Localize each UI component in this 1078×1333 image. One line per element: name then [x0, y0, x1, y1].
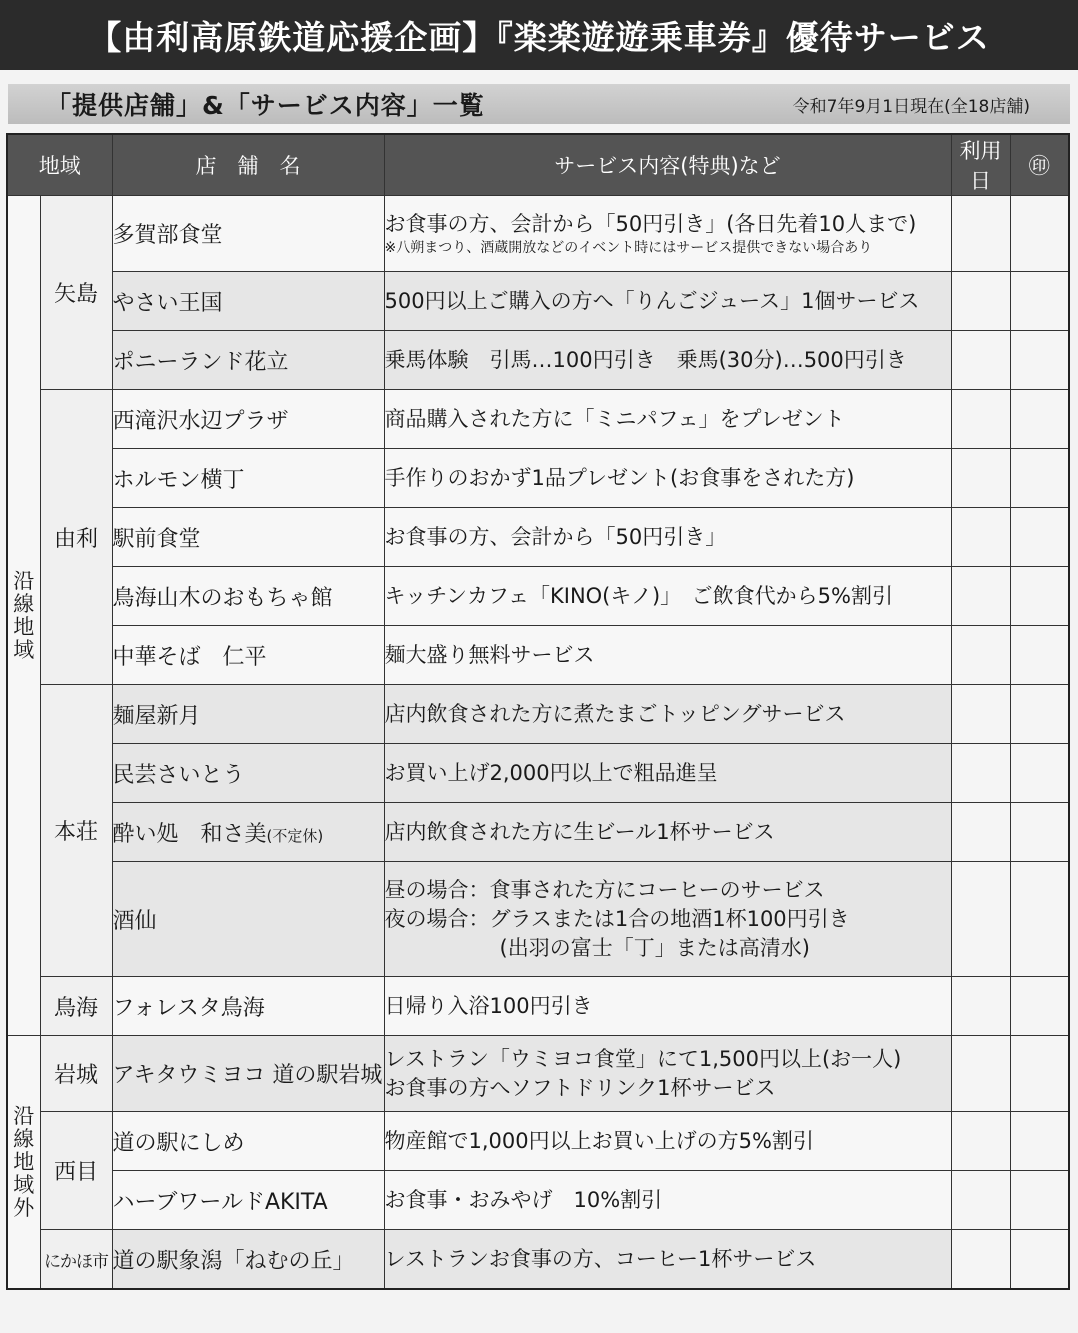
service-line-1: 昼の場合：食事された方にコーヒーのサービス [384, 877, 825, 902]
table-row [7, 196, 1069, 272]
page-title: 【由利高原鉄道応援企画】『楽楽遊遊乗車券』優待サービス [0, 0, 1078, 70]
table-row [7, 331, 1069, 390]
used-date-cell[interactable] [951, 977, 1010, 1036]
service-text: 店内飲食された方に生ビール1杯サービス [384, 803, 951, 862]
store-name-main: 酔い処 和さ美 [112, 821, 267, 847]
used-date-cell[interactable] [951, 508, 1010, 567]
table-row [7, 1112, 1069, 1171]
store-name [112, 803, 384, 862]
service-text: お食事・おみやげ 10%割引 [384, 1171, 951, 1230]
used-date-cell[interactable] [951, 626, 1010, 685]
store-name: 多賀部食堂 [112, 196, 384, 272]
area-yuri: 由利 [40, 390, 112, 685]
service-text: 手作りのおかず1品プレゼント(お食事をされた方) [384, 449, 951, 508]
list-title: 「提供店舗」&「サービス内容」一覧 [46, 91, 485, 120]
col-header-area: 地域 [7, 134, 112, 196]
store-name: ハーブワールドAKITA [112, 1171, 384, 1230]
service-text: 500円以上ご購入の方へ「りんごジュース」1個サービス [384, 272, 951, 331]
stamp-cell[interactable] [1010, 508, 1069, 567]
service-text [384, 196, 951, 272]
service-line-3: (出羽の富士「丁」または高清水) [499, 935, 810, 960]
store-note: (不定休) [266, 826, 324, 845]
service-text: キッチンカフェ「KINO(キノ)」 ご飲食代から5%割引 [384, 567, 951, 626]
used-date-cell[interactable] [951, 744, 1010, 803]
used-date-cell[interactable] [951, 685, 1010, 744]
stamp-cell[interactable] [1010, 977, 1069, 1036]
stamp-cell[interactable] [1010, 331, 1069, 390]
stamp-cell[interactable] [1010, 390, 1069, 449]
used-date-cell[interactable] [951, 1171, 1010, 1230]
store-name: 民芸さいとう [112, 744, 384, 803]
service-line-1: レストラン「ウミヨコ食堂」にて1,500円以上(お一人) [384, 1046, 902, 1071]
service-text: 乗馬体験 引馬…100円引き 乗馬(30分)…500円引き [384, 331, 951, 390]
table-row [7, 390, 1069, 449]
store-name: 鳥海山木のおもちゃ館 [112, 567, 384, 626]
table-row [7, 1036, 1069, 1112]
stamp-cell[interactable] [1010, 449, 1069, 508]
store-name: アキタウミヨコ 道の駅岩城 [112, 1036, 384, 1112]
table-row [7, 272, 1069, 331]
stamp-cell[interactable] [1010, 196, 1069, 272]
group-along-line: 沿線地域 [7, 196, 40, 1036]
used-date-cell[interactable] [951, 1036, 1010, 1112]
area-yashima: 矢島 [40, 196, 112, 390]
table-row [7, 626, 1069, 685]
store-name: ポニーランド花立 [112, 331, 384, 390]
service-text: 物産館で1,000円以上お買い上げの方5%割引 [384, 1112, 951, 1171]
table-row [7, 744, 1069, 803]
used-date-cell[interactable] [951, 331, 1010, 390]
used-date-cell[interactable] [951, 1230, 1010, 1290]
service-table [6, 133, 1070, 1290]
stamp-cell[interactable] [1010, 1036, 1069, 1112]
service-text: お買い上げ2,000円以上で粗品進呈 [384, 744, 951, 803]
used-date-cell[interactable] [951, 196, 1010, 272]
service-text: 日帰り入浴100円引き [384, 977, 951, 1036]
table-row [7, 977, 1069, 1036]
col-header-service: サービス内容(特典)など [384, 134, 951, 196]
service-text: 商品購入された方に「ミニパフェ」をプレゼント [384, 390, 951, 449]
store-name: 駅前食堂 [112, 508, 384, 567]
stamp-cell[interactable] [1010, 862, 1069, 977]
store-name: 中華そば 仁平 [112, 626, 384, 685]
stamp-cell[interactable] [1010, 803, 1069, 862]
store-name: 麺屋新月 [112, 685, 384, 744]
service-note: ※八朔まつり、酒蔵開放などのイベント時にはサービス提供できない場合あり [384, 240, 873, 256]
used-date-cell[interactable] [951, 272, 1010, 331]
used-date-cell[interactable] [951, 390, 1010, 449]
service-text [384, 1036, 951, 1112]
service-text: レストランお食事の方、コーヒー1杯サービス [384, 1230, 951, 1290]
service-line-2: お食事の方へソフトドリンク1杯サービス [384, 1075, 776, 1100]
used-date-cell[interactable] [951, 1112, 1010, 1171]
store-name: やさい王国 [112, 272, 384, 331]
used-date-cell[interactable] [951, 803, 1010, 862]
store-name: 道の駅象潟「ねむの丘」 [112, 1230, 384, 1290]
store-name: 酒仙 [112, 862, 384, 977]
used-date-cell[interactable] [951, 449, 1010, 508]
area-nikaho: にかほ市 [40, 1230, 112, 1290]
used-date-cell[interactable] [951, 567, 1010, 626]
stamp-cell[interactable] [1010, 272, 1069, 331]
stamp-cell[interactable] [1010, 685, 1069, 744]
stamp-cell[interactable] [1010, 1112, 1069, 1171]
service-main: お食事の方、会計から「50円引き」(各日先着10人まで) [384, 212, 917, 236]
service-text [384, 862, 951, 977]
stamp-cell[interactable] [1010, 1230, 1069, 1290]
service-text: 店内飲食された方に煮たまごトッピングサービス [384, 685, 951, 744]
list-date: 令和7年9月1日現在(全18店舗) [792, 96, 1030, 117]
table-row [7, 803, 1069, 862]
col-header-stamp: ㊞ [1010, 134, 1069, 196]
area-nishime: 西目 [40, 1112, 112, 1230]
table-row [7, 1230, 1069, 1290]
table-row [7, 449, 1069, 508]
table-row [7, 567, 1069, 626]
list-header [8, 84, 1070, 124]
table-row [7, 862, 1069, 977]
col-header-store: 店 舗 名 [112, 134, 384, 196]
area-honjo: 本荘 [40, 685, 112, 977]
area-iwaki: 岩城 [40, 1036, 112, 1112]
store-name: フォレスタ鳥海 [112, 977, 384, 1036]
table-row [7, 508, 1069, 567]
col-header-used-date: 利用日 [951, 134, 1010, 196]
store-name: 道の駅にしめ [112, 1112, 384, 1171]
area-chokai: 鳥海 [40, 977, 112, 1036]
store-name: 西滝沢水辺プラザ [112, 390, 384, 449]
service-text: お食事の方、会計から「50円引き」 [384, 508, 951, 567]
service-text: 麺大盛り無料サービス [384, 626, 951, 685]
table-header-row [7, 134, 1069, 196]
used-date-cell[interactable] [951, 862, 1010, 977]
service-line-2: 夜の場合：グラスまたは1合の地酒1杯100円引き [384, 906, 850, 931]
stamp-cell[interactable] [1010, 626, 1069, 685]
stamp-cell[interactable] [1010, 744, 1069, 803]
group-outside-line: 沿線地域外 [7, 1036, 40, 1290]
stamp-cell[interactable] [1010, 567, 1069, 626]
store-name: ホルモン横丁 [112, 449, 384, 508]
table-row [7, 1171, 1069, 1230]
stamp-cell[interactable] [1010, 1171, 1069, 1230]
table-row [7, 685, 1069, 744]
